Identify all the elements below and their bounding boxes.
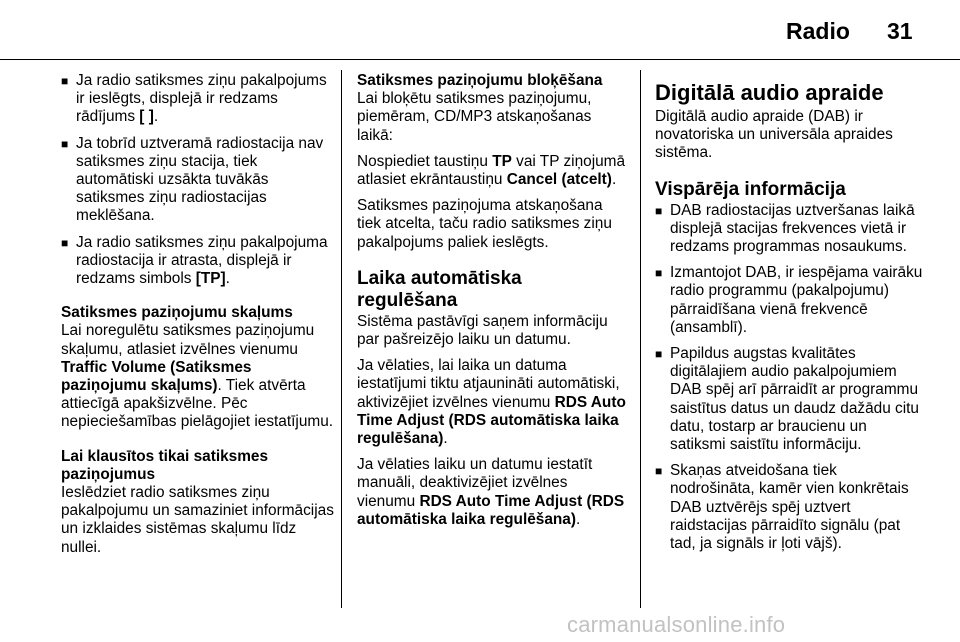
listen-paragraph: Ieslēdziet radio satiksmes ziņu pakalpojumu un samaziniet informācijas un izklaides sistēmas skaļumu līdz nullei. xyxy=(61,484,334,556)
block-heading: Satiksmes paziņojumu bloķēšana xyxy=(357,72,603,89)
general-heading: Vispārēja informācija xyxy=(655,178,846,200)
dab-intro: Digitālā audio apraide (DAB) ir novatoriska un universāla apraides sistēma. xyxy=(655,108,893,162)
bullet-icon: ■ xyxy=(61,74,69,88)
header-title: Radio xyxy=(786,18,850,44)
cancel-paragraph: Satiksmes paziņojuma atskaņošana tiek atcelta, taču radio satiksmes ziņu pakalpojums paliek ieslēgts. xyxy=(357,197,612,251)
time-heading: Laika automātiska regulēšana xyxy=(357,267,522,311)
list-item: ■ DAB radiostacijas uztveršanas laikā displejā stacijas frekvences vietā ir redzams programmas nosaukums. xyxy=(655,201,915,256)
bullet-icon: ■ xyxy=(61,235,69,250)
volume-paragraph: Lai noregulētu satiksmes paziņojumu skaļumu, atlasiet izvēlnes vienumu Traffic Volume (Satiksmes paziņojumu skaļums). Tiek atvērta attiecīgā apakšizvēlne. Pēc nepieciešamības pielāgojiet iestatījumu. xyxy=(61,322,334,431)
list-item: ■ Skaņas atveidošana tiek nodrošināta, kamēr vien konkrētais DAB uztvērējs spēj uztvert raidstacijas pārraidīto signālu (pat tad, ja signāls ir ļoti vājš). xyxy=(655,462,909,553)
auto-paragraph: Ja vēlaties, lai laika un datuma iestatījumi tiktu atjaunināti automātiski, aktivizējiet izvēlnes vienumu RDS Auto Time Adjust (RDS automātiska laika regulēšana). xyxy=(357,357,626,448)
list-item: ■ Ja radio satiksmes ziņu pakalpojuma radiostacija ir atrasta, displejā ir redzams simbols [TP]. xyxy=(61,233,328,288)
header-rule xyxy=(0,59,960,60)
list-item: ■ Ja tobrīd uztveramā radiostacija nav satiksmes ziņu stacija, tiek automātiski uzsākta tuvākās satiksmes ziņu radiostacijas meklēšana. xyxy=(61,134,324,225)
column-divider-1 xyxy=(341,70,342,608)
bullet-icon: ■ xyxy=(655,347,663,362)
bullet-icon: ■ xyxy=(655,203,663,218)
list-item: ■ Ja radio satiksmes ziņu pakalpojums ir ieslēgts, displejā ir redzams rādījums [ ]. xyxy=(61,72,327,126)
block-paragraph: Lai bloķētu satiksmes paziņojumu, piemēram, CD/MP3 atskaņošanas laikā: xyxy=(357,90,592,144)
page-number: 31 xyxy=(887,18,913,44)
press-paragraph: Nospiediet taustiņu TP vai TP ziņojumā atlasiet ekrāntaustiņu Cancel (atcelt). xyxy=(357,152,626,189)
column-3 xyxy=(655,80,925,561)
bullet-icon: ■ xyxy=(61,136,69,151)
column-1 xyxy=(61,72,336,565)
column-2 xyxy=(357,72,627,537)
column-divider-2 xyxy=(640,70,641,608)
manual-paragraph: Ja vēlaties laiku un datumu iestatīt manuāli, deaktivizējiet izvēlnes vienumu RDS Auto Time Adjust (RDS automātiska laika regulēšana). xyxy=(357,456,625,528)
list-item: ■ Papildus augstas kvalitātes digitālajiem audio pakalpojumiem DAB spēj arī pārraidīt ar programmu saistītus datus un daudz dažādu citu datu, tostarp ar braucienu un satiksmi saistītu informāciju. xyxy=(655,345,919,454)
bullet-icon: ■ xyxy=(655,266,663,281)
time-paragraph: Sistēma pastāvīgi saņem informāciju par pašreizējo laiku un datumu. xyxy=(357,312,608,349)
dab-heading: Digitālā audio apraide xyxy=(655,80,884,105)
watermark: carmanualsonline.info xyxy=(567,612,786,637)
listen-heading: Lai klausītos tikai satiksmes paziņojumus xyxy=(61,447,269,483)
list-item: ■ Izmantojot DAB, ir iespējama vairāku radio programmu (pakalpojumu) pārraidīšana vienā frekvencē (ansamblī). xyxy=(655,264,923,336)
volume-heading: Satiksmes paziņojumu skaļums xyxy=(61,304,293,322)
bullet-icon: ■ xyxy=(655,464,663,479)
